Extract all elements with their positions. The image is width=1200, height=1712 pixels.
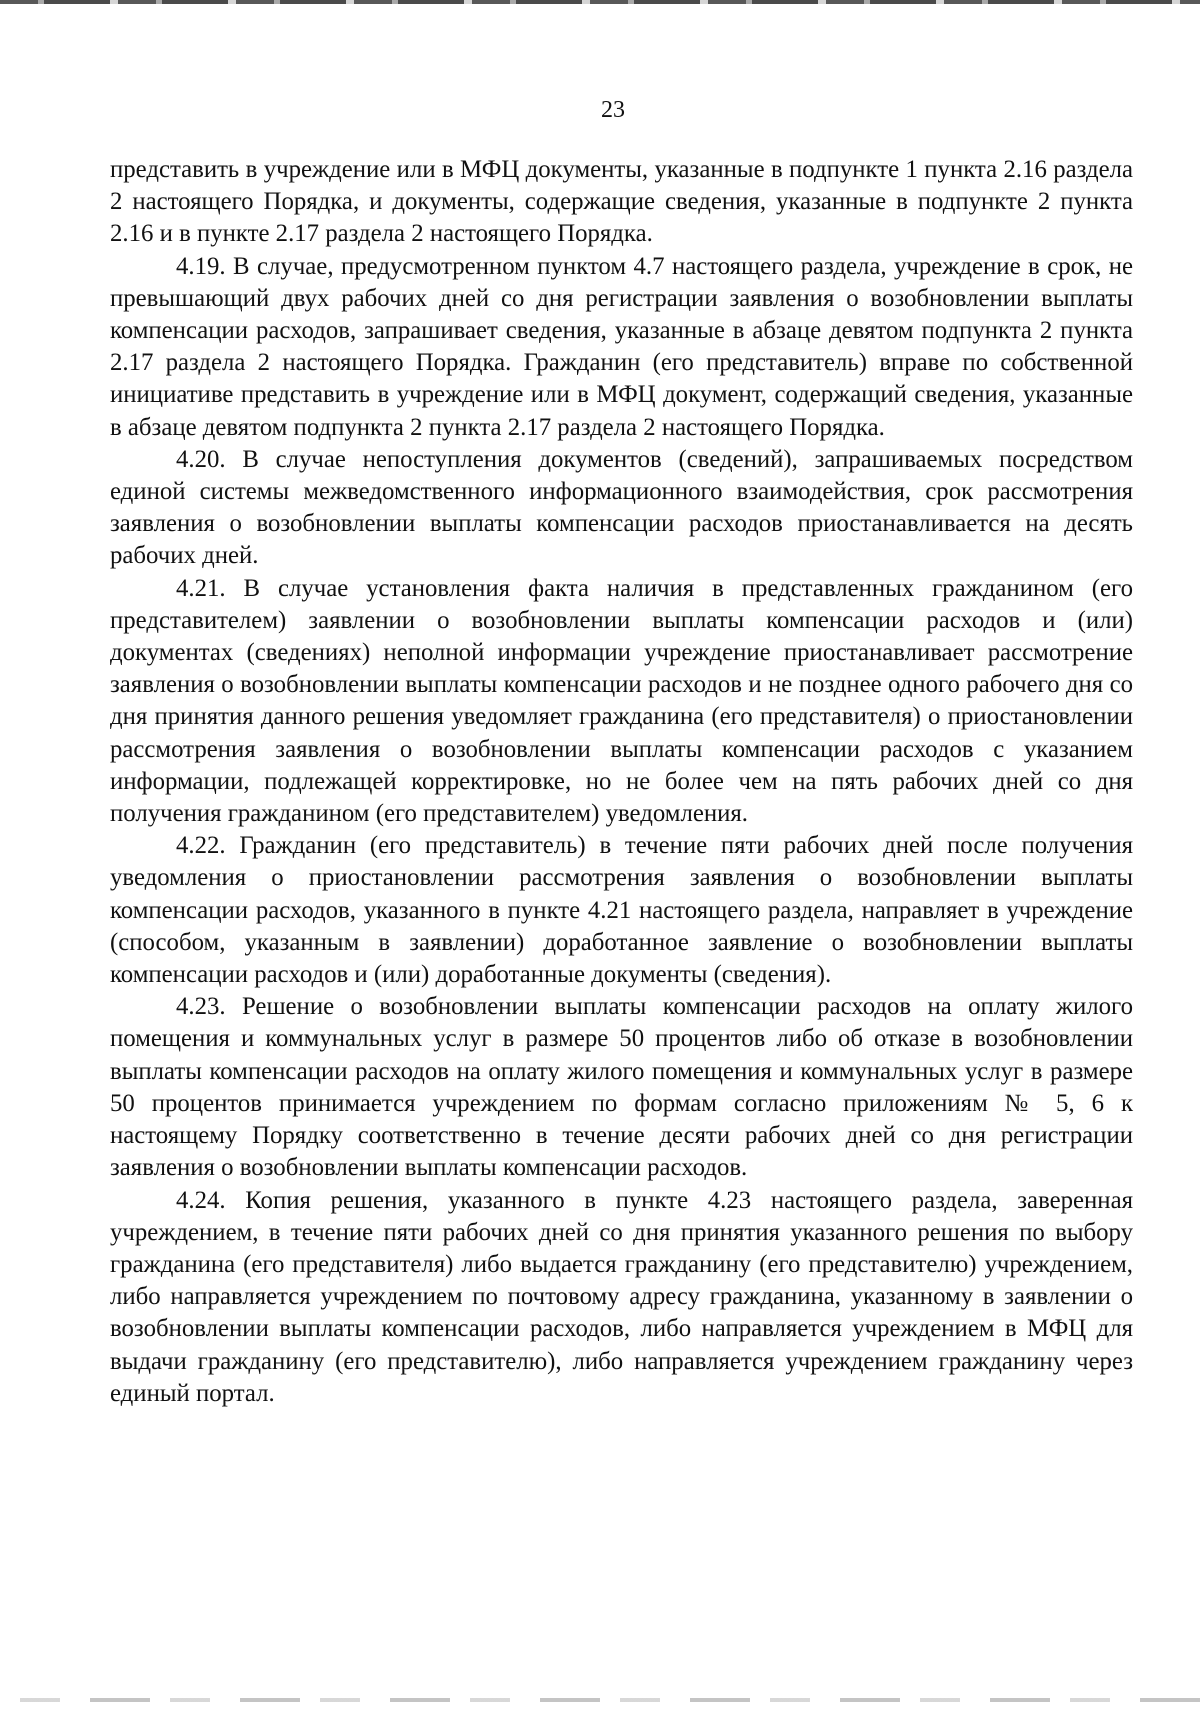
paragraph-4-19: 4.19. В случае, предусмотренном пунктом 4.7 настоящего раздела, учреждение в срок, не превышающий двух рабочих дней со дня регистрации заявления о возобновлении выплаты компенсации расходов, запрашивает сведения, указанные в абзаце девятом подпункта 2 пункта 2.17 раздела 2 настоящего Порядка. Гражданин (его представитель) вправе по собственной инициативе представить в учреждение или в МФЦ документ, содержащий сведения, указанные в абзаце девятом подпункта 2 пункта 2.17 раздела 2 настоящего Порядка. <box>110 252 1133 441</box>
paragraph-4-20: 4.20. В случае непоступления документов (сведений), запрашиваемых посредством единой системы межведомственного информационного взаимодействия, срок рассмотрения заявления о возобновлении выплаты компенсации расходов приостанавливается на десять рабочих дней. <box>110 445 1133 570</box>
paragraph-4-24: 4.24. Копия решения, указанного в пункте 4.23 настоящего раздела, заверенная учреждением, в течение пяти рабочих дней со дня принятия указанного решения по выбору гражданина (его представителя) либо выдается гражданину (его представителю) учреждением, либо направляется учреждением по почтовому адресу гражданина, указанному в заявлении о возобновлении выплаты компенсации расходов, либо направляется учреждением в МФЦ для выдачи гражданину (его представителю), либо направляется учреждением гражданину через единый портал. <box>110 1186 1133 1407</box>
paragraph-4-21: 4.21. В случае установления факта наличия в представленных гражданином (его представителем) заявлении о возобновлении выплаты компенсации расходов и (или) документах (сведениях) неполной информации учреждение приостанавливает рассмотрение заявления о возобновлении выплаты компенсации расходов и не позднее одного рабочего дня со дня принятия данного решения уведомляет гражданина (его представителя) о приостановлении рассмотрения заявления о возобновлении выплаты компенсации расходов с указанием информации, подлежащей корректировке, но не более чем на пять рабочих дней со дня получения гражданином (его представителем) уведомления. <box>110 574 1133 828</box>
paragraph-4-22: 4.22. Гражданин (его представитель) в течение пяти рабочих дней после получения уведомления о приостановлении рассмотрения заявления о возобновлении выплаты компенсации расходов, указанного в пункте 4.21 настоящего раздела, направляет в учреждение (способом, указанным в заявлении) доработанное заявление о возобновлении выплаты компенсации расходов и (или) доработанные документы (сведения). <box>110 832 1133 989</box>
paragraph-4-23: 4.23. Решение о возобновлении выплаты компенсации расходов на оплату жилого помещения и коммунальных услуг в размере 50 процентов либо об отказе в возобновлении выплаты компенсации расходов на оплату жилого помещения и коммунальных услуг в размере 50 процентов принимается учреждением по формам согласно приложениям № 5, 6 к настоящему Порядку соответственно в течение десяти рабочих дней со дня регистрации заявления о возобновлении выплаты компенсации расходов. <box>110 993 1133 1182</box>
page-number: 23 <box>601 97 625 123</box>
document-body <box>110 154 1133 1410</box>
scan-edge-top <box>0 0 1200 4</box>
scan-edge-bottom <box>0 1698 1200 1702</box>
paragraph-continuation: представить в учреждение или в МФЦ документы, указанные в подпункте 1 пункта 2.16 раздела 2 настоящего Порядка, и документы, содержащие сведения, указанные в подпункте 2 пункта 2.16 и в пункте 2.17 раздела 2 настоящего Порядка. <box>110 156 1133 248</box>
